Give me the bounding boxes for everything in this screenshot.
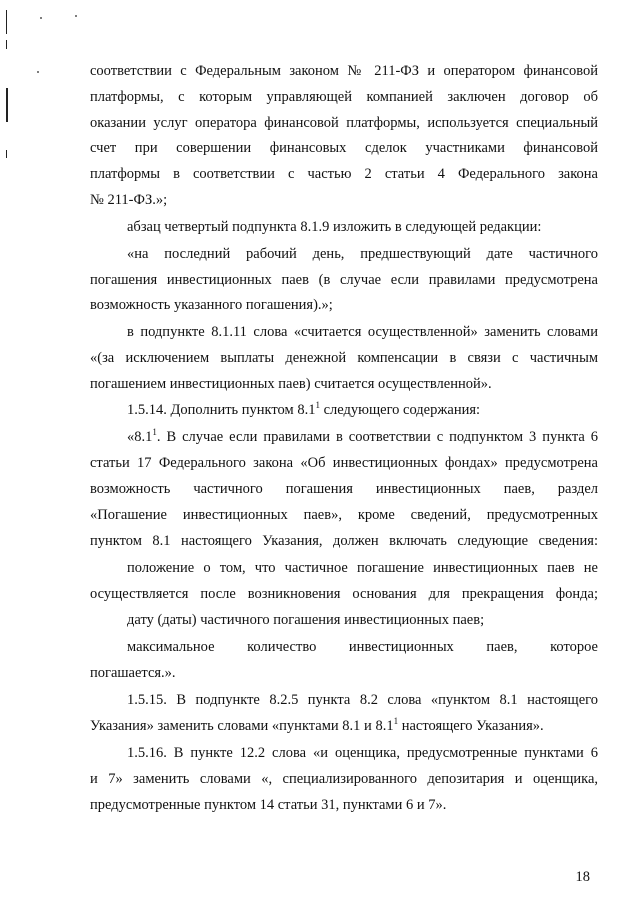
page-number: 18 — [575, 869, 590, 885]
text-line: № 211-ФЗ.»; — [90, 192, 168, 208]
text-line: положение о том, что частичное погашение инвестиционных паев не — [127, 560, 598, 576]
scan-edge-mark — [6, 88, 8, 122]
scan-edge-mark — [6, 10, 7, 34]
text-line: погашается.». — [90, 665, 176, 681]
text-line: статьи 17 Федерального закона «Об инвестиционных фондах» предусмотрена — [90, 455, 598, 471]
text-line: предусмотренные пунктом 14 статьи 31, пунктами 6 и 7». — [90, 797, 447, 813]
text-line: осуществляется после возникновения основания для прекращения фонда; — [90, 586, 598, 602]
text-line: абзац четвертый подпункта 8.1.9 изложить в следующей редакции: — [127, 219, 542, 235]
item-1-5-14-heading: 1.5.14. Дополнить пунктом $8.1^1$ следующего содержания: — [127, 400, 481, 418]
text-line: платформы в соответствии с частью 2 статьи 4 Федерального закона — [90, 166, 598, 182]
text-line: счет при совершении финансовых сделок участниками финансовой — [90, 140, 598, 156]
text-line: оказании услуг оператора финансовой платформы, используется специальный — [90, 115, 598, 131]
text-line: «(за исключением выплаты денежной компенсации в связи с частичным — [90, 350, 598, 366]
item-1-5-15-first-line: 1.5.15. В подпункте 8.2.5 пункта 8.2 слова «пунктом 8.1 настоящего — [127, 692, 598, 708]
text-line: 1.5.16. В пункте 12.2 слова «и оценщика, предусмотренные пунктами 6 — [127, 745, 598, 761]
text-line: и 7» заменить словами «, специализированного депозитария и оценщика, — [90, 771, 598, 787]
clause-8-1-1-first-line: «$8.1^1$. В случае если правилами в соответствии с подпунктом 3 пункта 6 — [127, 427, 598, 445]
text-line: максимальное количество инвестиционных паев, которое — [127, 639, 598, 655]
text-line: погашением инвестиционных паев) считается осуществленной». — [90, 376, 492, 392]
scan-edge-mark — [6, 40, 7, 49]
scan-speck — [40, 17, 42, 19]
text-line: «Погашение инвестиционных паев», кроме сведений, предусмотренных — [90, 507, 598, 523]
text-line: «на последний рабочий день, предшествующий дате частичного — [127, 246, 598, 262]
text-line: погашения инвестиционных паев (в случае если правилами предусмотрена — [90, 272, 598, 288]
scan-speck — [37, 71, 39, 73]
text-line: возможность частичного погашения инвестиционных паев, раздел — [90, 481, 598, 497]
text-line: пунктом 8.1 настоящего Указания, должен включать следующие сведения: — [90, 533, 598, 549]
scan-speck — [75, 15, 77, 17]
text-line: в подпункте 8.1.11 слова «считается осуществленной» заменить словами — [127, 324, 598, 340]
text-line: дату (даты) частичного погашения инвестиционных паев; — [127, 612, 485, 628]
text-line: платформы, с которым управляющей компанией заключен договор об — [90, 89, 598, 105]
text-line: соответствии с Федеральным законом № 211-ФЗ и оператором финансовой — [90, 63, 598, 79]
scan-edge-mark — [6, 150, 7, 158]
item-1-5-15-second-line: Указания» заменить словами «пунктами 8.1 и $8.1^1$ настоящего Указания». — [90, 716, 544, 734]
text-line: возможность указанного погашения).»; — [90, 297, 333, 313]
